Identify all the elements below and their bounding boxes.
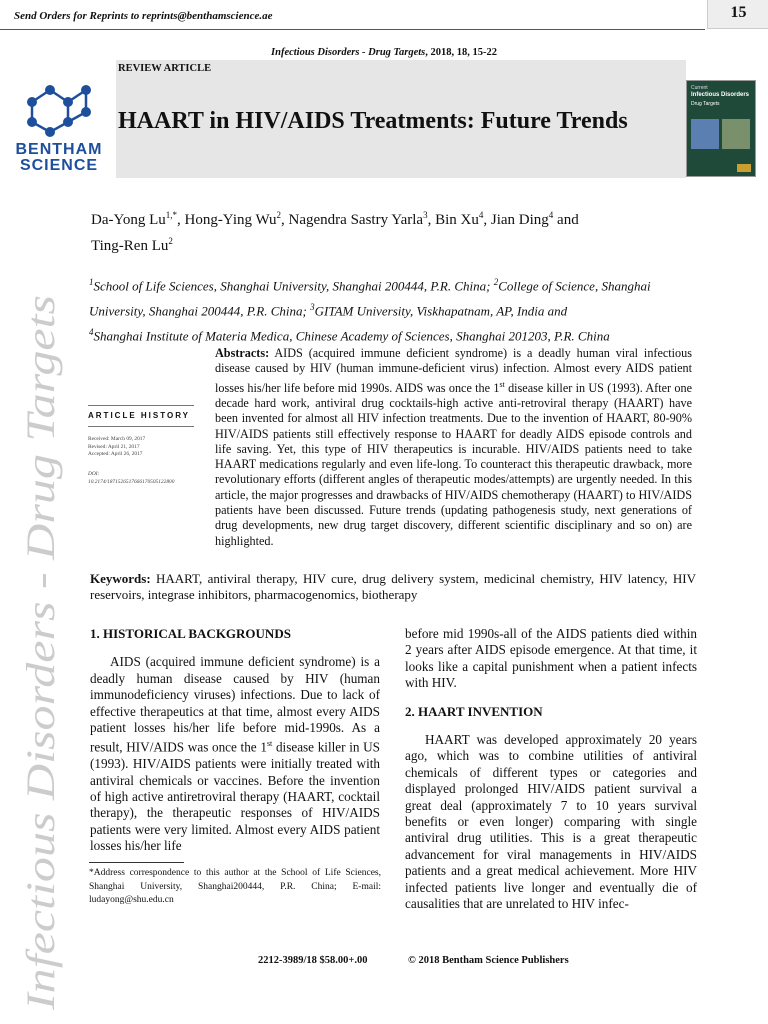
doi-block — [88, 471, 208, 486]
body-column-left — [90, 626, 380, 855]
correspondence-footnote: *Address correspondence to this author at the School of Life Sciences, Shanghai University, Shanghai200444, P.R. China; E-mail: ludayong@shu.edu.cn — [89, 868, 381, 905]
affiliations — [89, 272, 699, 346]
issn-price: 2212-3989/18 $58.00+.00 — [258, 955, 368, 966]
paragraph-text: AIDS (acquired immune deficient syndrome) is a deadly human disease caused by HIV (human immunodeficiency viruses) infections. Due to lack of effective therapeutics at that time, almost every AIDS patient losses his/her life before mid-1990s. As a result, HIV/AIDS was once the 1 — [90, 654, 380, 755]
article-history-heading: ARTICLE HISTORY — [88, 405, 194, 427]
author-sup: 2 — [276, 210, 282, 220]
author-name: , Jian Ding — [483, 212, 549, 228]
abstract-sup: st — [499, 379, 505, 389]
cover-small-text: Current — [691, 85, 708, 91]
cover-title: Infectious Disorders — [691, 92, 750, 98]
paragraph-sup: st — [266, 739, 273, 749]
footnote-divider — [89, 862, 184, 863]
reprints-notice: Send Orders for Reprints to reprints@benthamscience.ae — [14, 10, 273, 22]
cover-subtitle: Drug Targets — [691, 101, 720, 107]
affil-sup: 1 — [89, 277, 94, 287]
affiliation: GITAM University, Viskhapatnam, AP, India and — [314, 303, 568, 319]
date-accepted: Accepted: April 26, 2017 — [88, 451, 143, 458]
article-dates — [88, 436, 208, 459]
journal-citation — [0, 47, 768, 58]
affiliation: Shanghai Institute of Materia Medica, Chinese Academy of Sciences, Shanghai 201203, P.R. China — [93, 327, 610, 343]
keywords-label: Keywords: — [90, 571, 151, 586]
author-name: , Nagendra Sastry Yarla — [281, 212, 424, 228]
affil-sup: 2 — [493, 277, 499, 287]
affiliation: College of Science, Shanghai University, Shanghai 200444, P.R. China; — [89, 278, 651, 319]
copyright: © 2018 Bentham Science Publishers — [408, 955, 569, 966]
section-heading: 1. HISTORICAL BACKGROUNDS — [90, 626, 291, 641]
author-name: Da-Yong Lu — [91, 212, 166, 228]
header-divider — [0, 29, 705, 30]
abstract-text: disease killer in US (1993). After one decade hard work, antiviral drug cocktails-high active anti-retroviral therapy (HAART) have been invented for almost all HIV infection treatments. Due to the invention of HAART, 80-90% HIV/AIDS patients still effectively response to HAART for deadly AIDS episode controls and life saving. Yet, this type of HIV therapeutics is incurable. HIV/AIDS patients need to take HAART medications regularly and even life-long. To counteract this therapeutic drawback, more revolutionary efforts (different angles of therapeutic modes/attempts) are urgently needed. In this article, the major progresses and drawbacks of HIV/AIDS chemotherapy (HAART) to HIV/AIDS patients have been discussed. Future trends (updating pathogenesis study, next generations of drug developments, new drug target discovery, different scientific disciplinary and so on) are highlighted. — [215, 380, 692, 548]
article-title: HAART in HIV/AIDS Treatments: Future Trends — [118, 108, 628, 134]
affil-sup: 3 — [310, 301, 315, 312]
article-type: REVIEW ARTICLE — [118, 63, 212, 74]
journal-volume: , 2018, 18, 15-22 — [425, 47, 497, 58]
abstract-text: AIDS (acquired immune deficient syndrome) is a deadly human viral infectious disease caused by HIV (human immune-deficient virus) infection. Almost every AIDS patient losses his/her life before mid 1990s. AIDS was once the 1 — [215, 346, 692, 395]
paragraph-text: disease killer in US (1993). HIV/AIDS patients were initially treated with antiviral chemicals or vaccines. Before the invention of high active antiretroviral therapy (HAART, cocktail therapy), the therapeutic responses of HIV/AIDS patients were very limited. Almost every AIDS patient losses his/her life — [90, 739, 380, 854]
author-name: , Hong-Ying Wu — [176, 212, 277, 228]
abstract — [215, 346, 692, 549]
author-sup: 4 — [548, 210, 554, 220]
date-received: Received: March 09, 2017 — [88, 436, 146, 442]
section-heading: 2. HAART INVENTION — [405, 703, 543, 719]
date-revised: Revised: April 21, 2017 — [88, 443, 140, 450]
author-sup: 3 — [423, 210, 428, 220]
cover-image-right — [722, 119, 750, 149]
author-sup: 4 — [478, 210, 484, 220]
journal-name: Infectious Disorders - Drug Targets — [271, 47, 426, 58]
affiliation: School of Life Sciences, Shanghai University, Shanghai 200444, P.R. China; — [93, 278, 494, 294]
author-name: Ting-Ren Lu — [91, 238, 169, 254]
section1-paragraph — [90, 654, 380, 854]
cover-image-left — [691, 119, 719, 149]
cover-badge — [737, 164, 751, 172]
author-list — [91, 205, 691, 257]
author-conjunction: and — [553, 212, 579, 228]
journal-cover-thumbnail — [686, 80, 756, 177]
sidebar-journal-text: Infectious Disorders - Drug Targets — [18, 438, 63, 1010]
author-sup: 1,* — [165, 210, 177, 220]
affil-sup: 4 — [89, 326, 94, 337]
body-column-right — [405, 626, 697, 913]
doi-label: DOI: — [88, 471, 100, 477]
section2-paragraph: HAART was developed approximately 20 years ago, which was to combine utilities of antiviral chemicals of different types or categories and displayed prolonged HIV/AIDS patient survival a great deal (approximately 7 to 10 years survival benefits or even longer) comparing with single antiviral drug utilities. This is a great therapeutic advancement for viral managements in HIV/AIDS patients and a great medical achievement. More HIV infected patients live longer and eventually die of causalities that are unrelated to HIV infec- — [405, 732, 697, 912]
doi-link[interactable]: 10.2174/1871526517666170505122800 — [88, 478, 175, 485]
section1-paragraph-continued: before mid 1990s-all of the AIDS patients died within 2 years after AIDS episode emergence. At that time, it looks like a capital punishment when a patient infects with HIV. — [405, 626, 697, 691]
abstract-label: Abstracts: — [215, 346, 270, 360]
logo-line-2: SCIENCE — [19, 157, 99, 174]
sidebar-journal-title — [12, 280, 72, 1020]
bentham-logo-text — [10, 142, 108, 174]
page-number: 15 — [707, 0, 768, 29]
author-sup: 2 — [168, 236, 173, 246]
keywords-text: HAART, antiviral therapy, HIV cure, drug delivery system, medicinal chemistry, HIV latency, HIV reservoirs, integrase inhibitors, pharmacogenomics, biotherapy — [90, 571, 696, 603]
keywords — [90, 571, 696, 604]
author-name: , Bin Xu — [427, 212, 479, 228]
logo-line-1: BENTHAM — [15, 141, 103, 158]
